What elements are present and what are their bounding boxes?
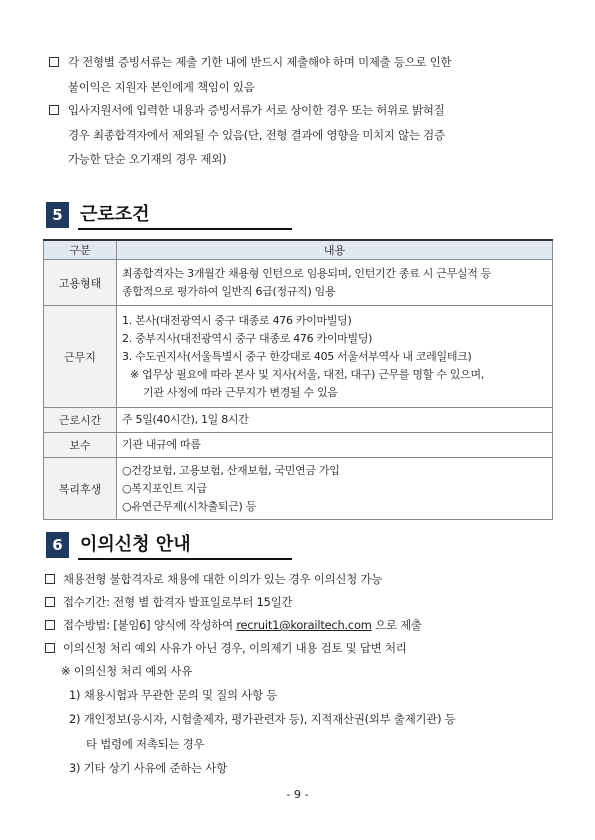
appeal-item-1: 채용전형 불합격자로 채용에 대한 이의가 있는 경우 이의신청 가능 <box>63 572 383 586</box>
note-1-line-2: 불이익은 지원자 본인에게 책임이 있음 <box>68 80 255 94</box>
row-content-workplace <box>117 306 553 408</box>
table-row <box>44 433 553 458</box>
note-1-line-1: 각 전형별 증빙서류는 제출 기한 내에 반드시 제출해야 하며 미제출 등으로 인한 <box>68 55 452 69</box>
note-2-line-2: 경우 최종합격자에서 제외될 수 있음(단, 전형 결과에 영향을 미치지 않는 검증 <box>68 128 445 142</box>
page-number: - 9 - <box>286 788 309 801</box>
table-row <box>44 306 553 408</box>
content-line: 2. 중부지사(대전광역시 중구 대종로 476 카이마빌딩) <box>122 331 373 345</box>
email-link[interactable]: recruit1@korailtech.com <box>236 618 372 632</box>
section-number-badge: 6 <box>46 532 69 558</box>
appeal-item-2: 접수기간: 전형 별 합격자 발표일로부터 15일간 <box>63 595 293 609</box>
exception-item: 2) 개인정보(응시자, 시험출제자, 평가관련자 등), 지적재산권(외부 출제기관) 등 <box>69 712 456 726</box>
table-row <box>44 260 553 306</box>
method-prefix: 접수방법: [붙임6] 양식에 작성하여 <box>63 618 237 632</box>
exception-item: 1) 채용시험과 무관한 문의 및 질의 사항 등 <box>69 688 278 702</box>
row-label-employment-type: 고용형태 <box>44 260 117 306</box>
row-label-workplace: 근무지 <box>44 306 117 408</box>
content-line: ○건강보험, 고용보험, 산재보험, 국민연금 가입 <box>122 463 340 477</box>
content-line: 최종합격자는 3개월간 채용형 인턴으로 임용되며, 인턴기간 종료 시 근무실적 등 <box>122 266 492 280</box>
section-underline <box>78 228 292 230</box>
note-2-line-3: 가능한 단순 오기재의 경우 제외) <box>68 152 227 166</box>
method-suffix: 으로 제출 <box>371 618 422 632</box>
row-content-working-hours <box>117 408 553 433</box>
row-label-benefits: 복리후생 <box>44 458 117 520</box>
row-content-pay <box>117 433 553 458</box>
content-line: ○복지포인트 지급 <box>122 481 207 495</box>
table-row <box>44 458 553 520</box>
table-header-row <box>44 240 553 260</box>
content-line: 종합적으로 평가하여 일반직 6급(정규직) 임용 <box>122 284 336 298</box>
content-line: ○유연근무제(시차출퇴근) 등 <box>122 499 257 513</box>
section-title: 이의신청 안내 <box>80 534 191 555</box>
table-row <box>44 408 553 433</box>
content-line: 기관 사정에 따라 근무지가 변경될 수 있음 <box>143 385 338 399</box>
content-line: ※ 업무상 필요에 따라 본사 및 지사(서울, 대전, 대구) 근무를 명할 수 있으며, <box>130 367 484 381</box>
header-content: 내용 <box>117 240 553 260</box>
row-label-pay: 보수 <box>44 433 117 458</box>
exceptions-title: ※ 이의신청 처리 예외 사유 <box>61 664 193 678</box>
content-line: 1. 본사(대전광역시 중구 대종로 476 카이마빌딩) <box>122 313 352 327</box>
section-underline <box>78 558 292 560</box>
checkbox-square <box>45 597 55 607</box>
row-content-benefits <box>117 458 553 520</box>
appeal-item-method <box>63 618 422 632</box>
appeal-item-4: 이의신청 처리 예외 사유가 아닌 경우, 이의제기 내용 검토 및 답변 처리 <box>63 641 407 655</box>
checkbox-square <box>45 574 55 584</box>
section-number-badge: 5 <box>46 202 69 228</box>
content-line: 기관 내규에 따름 <box>122 438 201 451</box>
checkbox-square <box>49 57 59 67</box>
checkbox-square <box>45 620 55 630</box>
content-line: 주 5일(40시간), 1일 8시간 <box>122 413 249 426</box>
exception-item: 3) 기타 상기 사유에 준하는 사항 <box>69 761 228 775</box>
row-label-working-hours: 근로시간 <box>44 408 117 433</box>
note-2-line-1: 입사지원서에 입력한 내용과 증빙서류가 서로 상이한 경우 또는 허위로 밝혀질 <box>68 103 445 117</box>
header-category: 구분 <box>44 240 117 260</box>
content-line: 3. 수도권지사(서울특별시 중구 한강대로 405 서울서부역사 내 코레일테크) <box>122 349 472 363</box>
row-content-employment-type <box>117 260 553 306</box>
checkbox-square <box>45 643 55 653</box>
working-conditions-table <box>43 239 553 520</box>
exception-item-continued: 타 법령에 저촉되는 경우 <box>86 737 205 751</box>
checkbox-square <box>49 105 59 115</box>
section-title: 근로조건 <box>80 204 150 225</box>
